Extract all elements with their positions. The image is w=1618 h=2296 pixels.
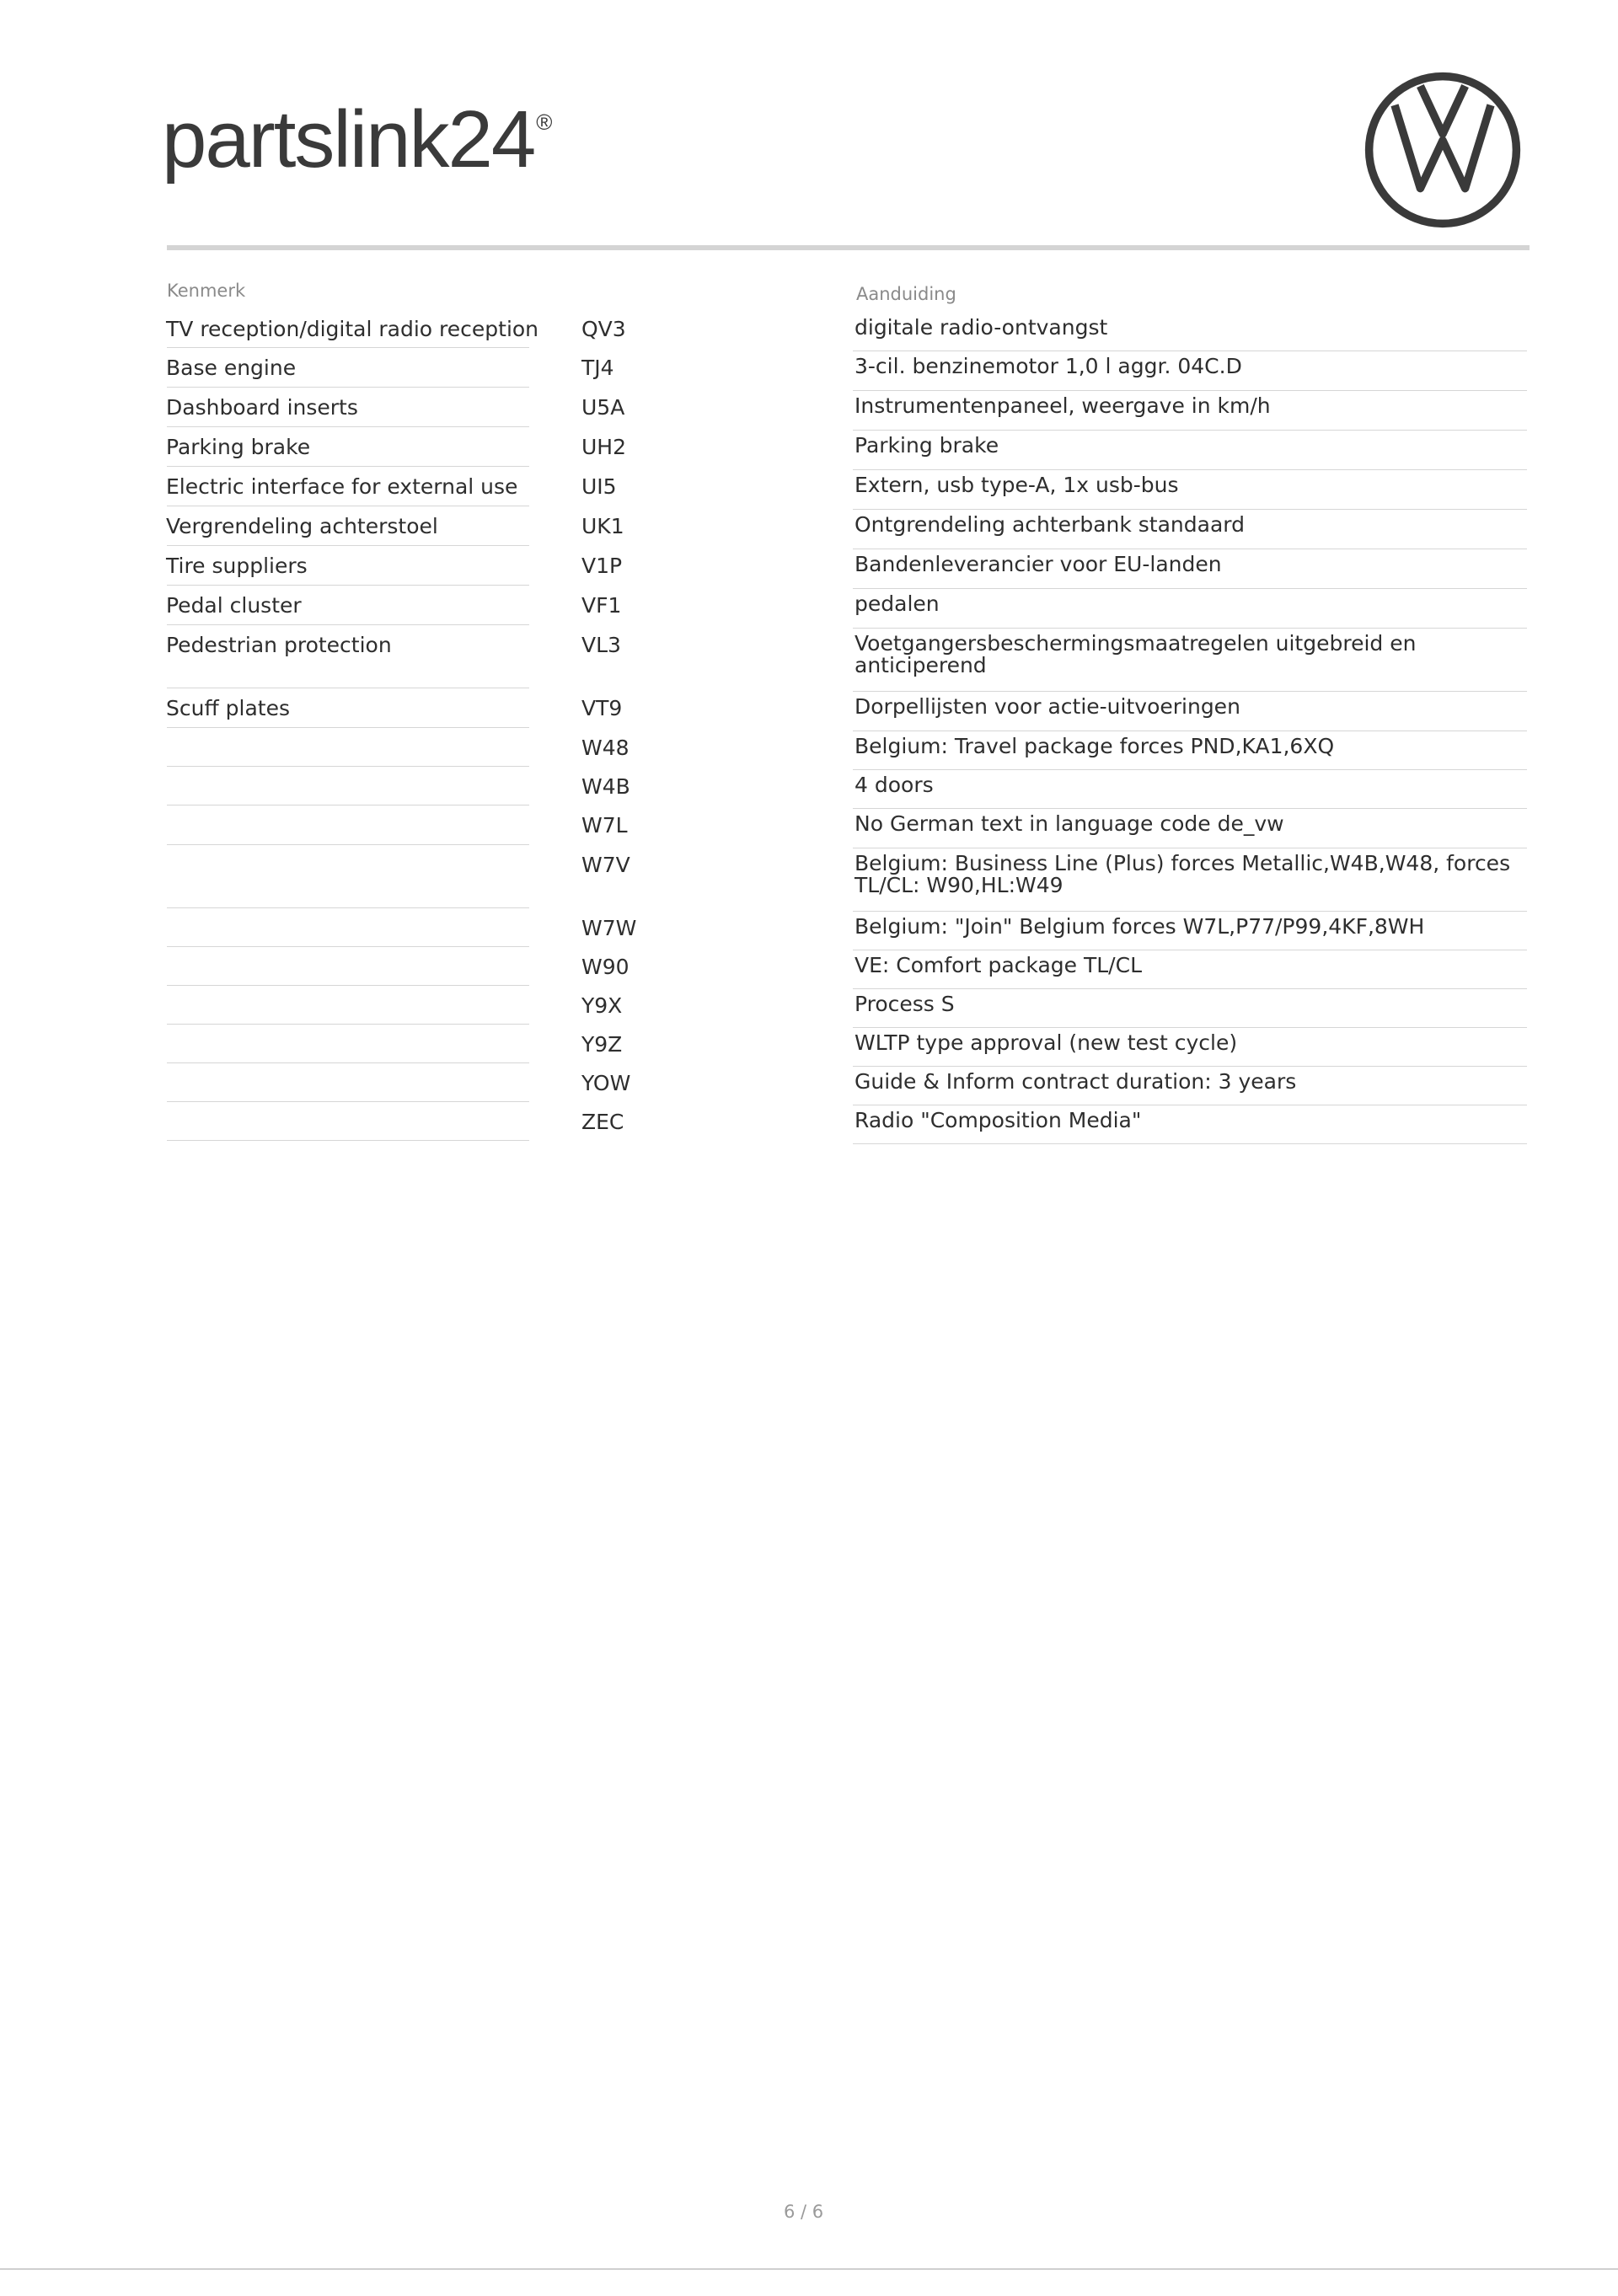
- row-divider: [853, 691, 1527, 692]
- row-code: VL3: [581, 633, 621, 657]
- row-divider: [167, 766, 529, 767]
- row-divider: [167, 585, 529, 586]
- row-code: W7L: [581, 813, 628, 838]
- row-code: ZEC: [581, 1110, 624, 1134]
- row-aanduiding: Guide & Inform contract duration: 3 years: [855, 1069, 1297, 1094]
- row-aanduiding: Extern, usb type-A, 1x usb-bus: [855, 473, 1179, 497]
- row-aanduiding: Belgium: Business Line (Plus) forces Metallic,W4B,W48, forces TL/CL: W90,HL:W49: [855, 851, 1511, 897]
- row-code: W48: [581, 736, 630, 760]
- row-divider: [167, 387, 529, 388]
- row-aanduiding: Belgium: "Join" Belgium forces W7L,P77/P99,4KF,8WH: [855, 914, 1425, 939]
- row-aanduiding: Instrumentenpaneel, weergave in km/h: [855, 393, 1271, 418]
- row-aanduiding: WLTP type approval (new test cycle): [855, 1030, 1238, 1055]
- row-divider: [167, 1024, 529, 1025]
- row-kenmerk: Pedal cluster: [166, 593, 302, 618]
- row-divider: [853, 769, 1527, 770]
- brand-name: partslink24: [162, 94, 535, 185]
- row-code: UI5: [581, 474, 617, 499]
- row-aanduiding: digitale radio-ontvangst: [855, 315, 1108, 340]
- row-divider: [167, 1101, 529, 1102]
- row-aanduiding: Belgium: Travel package forces PND,KA1,6XQ: [855, 734, 1335, 758]
- row-divider: [167, 347, 529, 348]
- row-aanduiding: VE: Comfort package TL/CL: [855, 953, 1142, 977]
- row-divider: [167, 907, 529, 908]
- row-kenmerk: Tire suppliers: [166, 554, 308, 578]
- partslink24-logo: [162, 94, 551, 185]
- row-divider: [167, 946, 529, 947]
- row-code: Y9Z: [581, 1032, 623, 1057]
- row-code: Y9X: [581, 993, 623, 1018]
- row-code: V1P: [581, 554, 623, 578]
- row-kenmerk: Parking brake: [166, 435, 311, 459]
- row-divider: [167, 985, 529, 986]
- row-kenmerk: Electric interface for external use: [166, 474, 518, 499]
- row-aanduiding: Parking brake: [855, 433, 999, 458]
- row-divider: [853, 988, 1527, 989]
- row-aanduiding: pedalen: [855, 591, 940, 616]
- row-aanduiding: Voetgangersbeschermingsmaatregelen uitgebreid en anticiperend: [855, 631, 1417, 677]
- row-kenmerk: Scuff plates: [166, 696, 290, 720]
- row-divider: [853, 1143, 1527, 1144]
- row-code: QV3: [581, 317, 626, 341]
- row-kenmerk: Pedestrian protection: [166, 633, 392, 657]
- row-code: W90: [581, 955, 630, 979]
- bottom-divider: [0, 2268, 1618, 2270]
- column-header-kenmerk: Kenmerk: [167, 281, 246, 301]
- row-aanduiding: Dorpellijsten voor actie-uitvoeringen: [855, 694, 1240, 719]
- row-code: W7W: [581, 916, 637, 940]
- row-divider: [167, 466, 529, 467]
- row-divider: [853, 911, 1527, 912]
- page-number: 6 / 6: [784, 2202, 824, 2222]
- row-divider: [853, 1066, 1527, 1067]
- vw-logo-icon: [1363, 70, 1523, 230]
- row-divider: [853, 628, 1527, 629]
- row-divider: [167, 426, 529, 427]
- row-aanduiding: 3-cil. benzinemotor 1,0 l aggr. 04C.D: [855, 354, 1242, 378]
- row-kenmerk: Base engine: [166, 356, 297, 380]
- row-aanduiding: Process S: [855, 992, 955, 1016]
- row-code: UK1: [581, 514, 624, 538]
- row-aanduiding: 4 doors: [855, 773, 934, 797]
- row-aanduiding: Bandenleverancier voor EU-landen: [855, 552, 1222, 576]
- row-kenmerk: Vergrendeling achterstoel: [166, 514, 438, 538]
- row-divider: [167, 1062, 529, 1063]
- row-aanduiding: No German text in language code de_vw: [855, 811, 1284, 836]
- row-kenmerk: Dashboard inserts: [166, 395, 358, 420]
- row-aanduiding: Ontgrendeling achterbank standaard: [855, 512, 1245, 537]
- row-divider: [853, 1027, 1527, 1028]
- row-divider: [167, 624, 529, 625]
- row-divider: [853, 390, 1527, 391]
- row-code: YOW: [581, 1071, 631, 1095]
- header-divider: [167, 245, 1530, 250]
- row-divider: [853, 430, 1527, 431]
- row-divider: [853, 588, 1527, 589]
- row-code: VF1: [581, 593, 622, 618]
- row-code: UH2: [581, 435, 627, 459]
- row-divider: [167, 1140, 529, 1141]
- row-kenmerk: TV reception/digital radio reception: [166, 317, 539, 341]
- row-divider: [167, 844, 529, 845]
- row-aanduiding: Radio "Composition Media": [855, 1108, 1142, 1132]
- row-divider: [167, 545, 529, 546]
- row-code: W7V: [581, 853, 630, 877]
- row-code: TJ4: [581, 356, 614, 380]
- row-divider: [853, 808, 1527, 809]
- row-code: VT9: [581, 696, 623, 720]
- row-code: U5A: [581, 395, 625, 420]
- registered-mark: ®: [536, 110, 551, 135]
- row-divider: [853, 469, 1527, 470]
- column-header-aanduiding: Aanduiding: [856, 284, 956, 304]
- row-divider: [853, 509, 1527, 510]
- row-code: W4B: [581, 774, 630, 799]
- row-divider: [167, 727, 529, 728]
